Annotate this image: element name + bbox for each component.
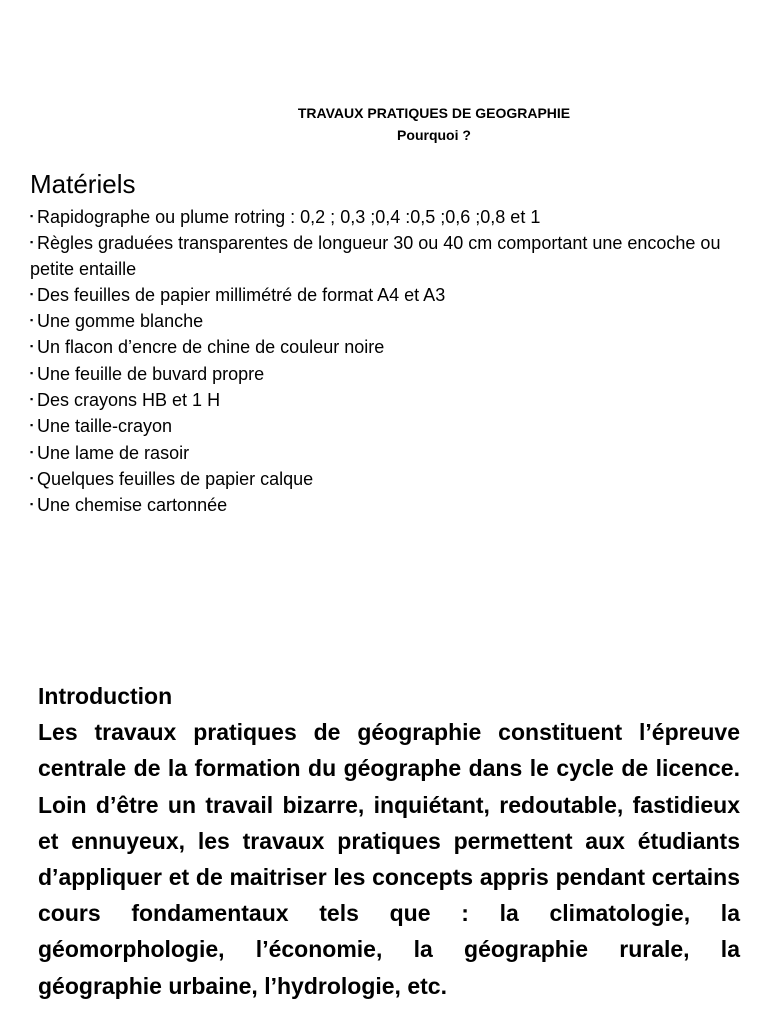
list-item-text: Une gomme blanche: [37, 311, 204, 332]
materials-heading: Matériels: [30, 169, 136, 199]
list-item: [30, 466, 750, 492]
list-item: [30, 413, 750, 439]
square-bullet-icon: ▪: [30, 315, 34, 326]
square-bullet-icon: ▪: [30, 499, 34, 510]
list-item-text: Règles graduées transparentes de longueur 30 ou 40 cm comportant une encoche ou petite entaille: [30, 233, 721, 279]
list-item-text: Une taille-crayon: [37, 416, 173, 437]
list-item: [30, 282, 750, 308]
list-item-text: Une feuille de buvard propre: [37, 363, 265, 384]
square-bullet-icon: ▪: [30, 472, 34, 483]
square-bullet-icon: ▪: [30, 288, 34, 299]
list-item-text: Une chemise cartonnée: [37, 495, 228, 516]
square-bullet-icon: ▪: [30, 211, 34, 221]
list-item-text: Des crayons HB et 1 H: [37, 390, 221, 411]
square-bullet-icon: ▪: [30, 446, 34, 457]
list-item: [30, 230, 750, 282]
list-item-text: Rapidographe ou plume rotring : 0,2 ; 0,3 ;0,4 :0,5 ;0,6 ;0,8 et 1: [37, 207, 541, 227]
materials-list: [30, 204, 750, 519]
list-item: [30, 361, 750, 387]
square-bullet-icon: ▪: [30, 420, 34, 431]
document-subtitle: Pourquoi ?: [397, 127, 471, 143]
list-item: [30, 387, 750, 413]
introduction-heading: Introduction: [38, 683, 173, 709]
introduction-body: Les travaux pratiques de géographie constituent l’épreuve centrale de la formation du géographe dans le cycle de licence. Loin d’être un travail bizarre, inquiétant, redoutable, fastidieux et ennuyeux, les travaux pratiques permettent aux étudiants d’appliquer et de maitriser les concepts appris pendant certains cours fondamentaux tels que : la climatologie, la géomorphologie, l’économie, la géographie rurale, la géographie urbaine, l’hydrologie, etc.: [38, 719, 740, 999]
list-item-text: Une lame de rasoir: [37, 442, 190, 463]
list-item-text: Des feuilles de papier millimétré de format A4 et A3: [37, 284, 446, 305]
square-bullet-icon: ▪: [30, 237, 34, 248]
list-item: [30, 308, 750, 334]
document-title: TRAVAUX PRATIQUES DE GEOGRAPHIE: [297, 105, 571, 121]
list-item: [30, 334, 750, 360]
square-bullet-icon: ▪: [30, 367, 34, 378]
list-item-text: Un flacon d’encre de chine de couleur noire: [37, 337, 385, 358]
introduction-section: [38, 678, 740, 1004]
list-item-text: Quelques feuilles de papier calque: [37, 468, 314, 489]
list-item: [30, 204, 750, 230]
list-item: [30, 492, 750, 518]
square-bullet-icon: ▪: [30, 394, 34, 405]
square-bullet-icon: ▪: [30, 341, 34, 352]
list-item: [30, 440, 750, 466]
